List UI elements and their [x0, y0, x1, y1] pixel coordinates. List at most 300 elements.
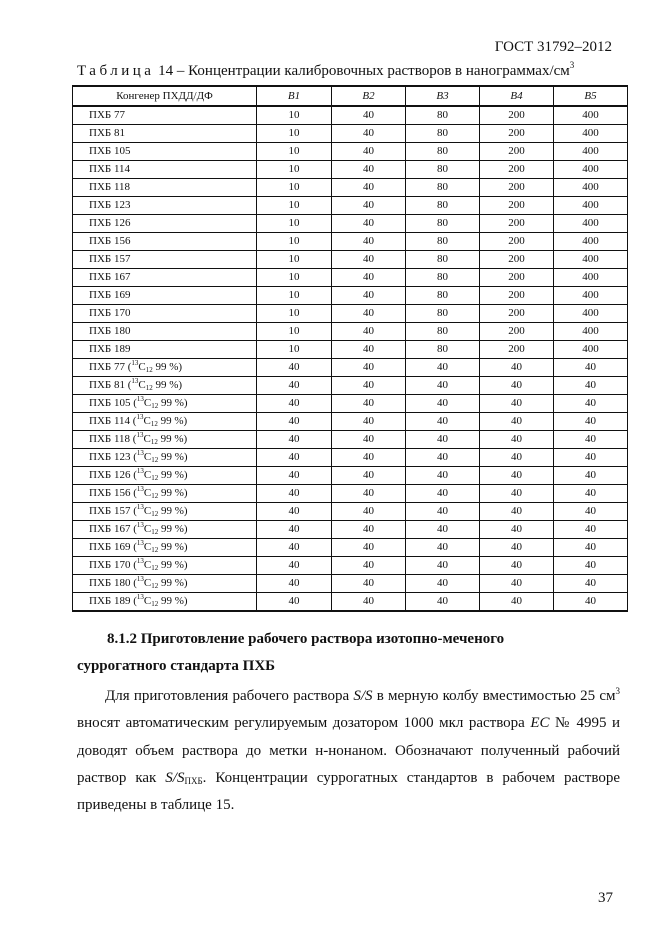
- table-caption: [77, 60, 574, 80]
- table-row: [73, 467, 628, 485]
- concentration-cell: 10: [257, 143, 332, 161]
- concentration-cell: 80: [406, 106, 480, 125]
- concentration-cell: 40: [332, 413, 406, 431]
- concentration-cell: 40: [332, 305, 406, 323]
- concentration-cell: 40: [332, 161, 406, 179]
- table-row: [73, 143, 628, 161]
- concentration-cell: 80: [406, 179, 480, 197]
- concentration-cell: 40: [554, 485, 628, 503]
- isotope-count: 12: [151, 474, 159, 482]
- concentration-cell: 80: [406, 215, 480, 233]
- concentration-cell: 40: [332, 251, 406, 269]
- isotope-purity: 99 %): [152, 379, 183, 391]
- concentration-cell: 40: [480, 521, 554, 539]
- table-row: [73, 125, 628, 143]
- congener-name: ПХБ 105: [89, 397, 131, 409]
- isotope-count: 12: [151, 582, 159, 590]
- concentration-cell: 40: [406, 413, 480, 431]
- isotope-element: C: [143, 541, 152, 553]
- concentration-cell: 80: [406, 125, 480, 143]
- concentration-cell: 40: [480, 539, 554, 557]
- concentration-cell: 40: [480, 575, 554, 593]
- concentration-cell: 400: [554, 233, 628, 251]
- isotope-mass: 13: [136, 503, 144, 511]
- concentration-cell: 40: [332, 323, 406, 341]
- congener-name-cell: [73, 106, 257, 125]
- concentration-cell: 10: [257, 287, 332, 305]
- paragraph-text: № 4995 и доводят объем раствора до метки н-нонаном. Обозначают полученный рабочий раствор как: [77, 715, 621, 786]
- section-heading-line-2: суррогатного стандарта ПХБ: [77, 658, 276, 674]
- concentration-cell: 40: [257, 593, 332, 612]
- concentration-cell: 40: [406, 395, 480, 413]
- isotope-mass: 13: [136, 467, 144, 475]
- column-header: B1: [257, 86, 332, 106]
- concentration-cell: 40: [332, 359, 406, 377]
- congener-name-cell: [73, 539, 257, 557]
- concentration-cell: 40: [332, 575, 406, 593]
- congener-name-cell: [73, 557, 257, 575]
- congener-name-cell: [73, 359, 257, 377]
- table-row: [73, 377, 628, 395]
- concentration-cell: 40: [406, 539, 480, 557]
- isotope-purity: 99 %): [158, 451, 188, 463]
- congener-name-cell: [73, 323, 257, 341]
- table-row: [73, 179, 628, 197]
- concentration-cell: 10: [257, 197, 332, 215]
- table-row: [73, 593, 628, 612]
- table-header-row: [73, 86, 628, 106]
- congener-name: ПХБ 126: [89, 217, 131, 229]
- isotope-purity: 99 %): [158, 559, 188, 571]
- concentration-cell: 200: [480, 233, 554, 251]
- concentration-cell: 40: [480, 377, 554, 395]
- congener-name-cell: [73, 503, 257, 521]
- isotope-purity: 99 %): [157, 433, 188, 445]
- section-paragraph: [77, 683, 620, 819]
- isotope-element: C: [143, 523, 152, 535]
- concentration-cell: 400: [554, 197, 628, 215]
- label-open: (: [130, 433, 137, 445]
- concentration-cell: 200: [480, 269, 554, 287]
- concentration-cell: 40: [480, 593, 554, 612]
- concentration-cell: 40: [554, 377, 628, 395]
- concentration-cell: 400: [554, 287, 628, 305]
- table-row: [73, 413, 628, 431]
- concentration-cell: 40: [406, 557, 480, 575]
- concentration-cell: 40: [332, 395, 406, 413]
- concentration-cell: 80: [406, 287, 480, 305]
- concentration-cell: 40: [332, 287, 406, 305]
- column-header: B3: [406, 86, 480, 106]
- isotope-count: 12: [145, 366, 153, 374]
- concentration-cell: 80: [406, 323, 480, 341]
- concentration-cell: 40: [257, 485, 332, 503]
- concentration-cell: 40: [332, 143, 406, 161]
- isotope-element: C: [143, 415, 151, 427]
- isotope-purity: 99 %): [158, 595, 188, 607]
- isotope-count: 12: [151, 564, 159, 572]
- concentration-cell: 10: [257, 269, 332, 287]
- concentration-cell: 40: [406, 521, 480, 539]
- concentration-cell: 40: [332, 377, 406, 395]
- table-row: [73, 539, 628, 557]
- solution-subscript: ПХБ: [184, 775, 203, 786]
- concentration-cell: 200: [480, 106, 554, 125]
- table-row: [73, 161, 628, 179]
- isotope-purity: 99 %): [158, 469, 188, 481]
- concentration-cell: 200: [480, 197, 554, 215]
- label-open: (: [130, 469, 137, 481]
- concentration-cell: 40: [406, 503, 480, 521]
- isotope-element: C: [143, 469, 152, 481]
- isotope-mass: 13: [136, 557, 144, 565]
- concentration-cell: 40: [480, 449, 554, 467]
- concentration-cell: 10: [257, 215, 332, 233]
- table-row: [73, 503, 628, 521]
- label-open: (: [124, 379, 132, 391]
- isotope-count: 12: [151, 528, 159, 536]
- label-open: (: [124, 361, 132, 373]
- concentration-cell: 400: [554, 305, 628, 323]
- congener-name-cell: [73, 233, 257, 251]
- congener-name: ПХБ 170: [89, 559, 131, 571]
- isotope-element: C: [143, 505, 152, 517]
- table-row: [73, 521, 628, 539]
- concentration-cell: 40: [406, 359, 480, 377]
- column-header: B5: [554, 86, 628, 106]
- concentration-cell: 40: [332, 557, 406, 575]
- concentration-cell: 40: [332, 269, 406, 287]
- section-heading: [77, 626, 622, 680]
- concentration-cell: 40: [257, 557, 332, 575]
- table-caption-unit-exponent: 3: [569, 60, 575, 70]
- concentration-cell: 40: [554, 503, 628, 521]
- isotope-count: 12: [150, 420, 158, 428]
- isotope-count: 12: [151, 510, 159, 518]
- isotope-count: 12: [151, 492, 159, 500]
- table-row: [73, 449, 628, 467]
- concentration-cell: 40: [406, 431, 480, 449]
- unit-exponent: 3: [615, 686, 620, 696]
- congener-name-cell: [73, 467, 257, 485]
- isotope-count: 12: [151, 600, 159, 608]
- table-row: [73, 197, 628, 215]
- congener-name: ПХБ 81: [89, 379, 125, 391]
- isotope-purity: 99 %): [158, 397, 188, 409]
- isotope-count: 12: [150, 438, 158, 446]
- label-open: (: [130, 487, 137, 499]
- concentration-cell: 40: [406, 593, 480, 612]
- concentration-cell: 40: [406, 467, 480, 485]
- label-open: (: [130, 577, 137, 589]
- concentration-cell: 40: [480, 503, 554, 521]
- concentration-cell: 40: [406, 449, 480, 467]
- concentration-cell: 40: [257, 449, 332, 467]
- congener-name-cell: [73, 179, 257, 197]
- concentration-cell: 40: [332, 485, 406, 503]
- table-row: [73, 575, 628, 593]
- solution-designation: S/S: [165, 769, 185, 786]
- label-open: (: [130, 523, 137, 535]
- label-open: (: [130, 397, 137, 409]
- isotope-purity: 99 %): [158, 577, 188, 589]
- isotope-element: C: [138, 361, 146, 373]
- label-open: (: [130, 541, 137, 553]
- paragraph-text: вносят автоматическим регулируемым дозатором 1000 мкл раствора: [77, 715, 531, 732]
- isotope-element: C: [143, 397, 152, 409]
- isotope-element: C: [138, 379, 146, 391]
- congener-name-cell: [73, 305, 257, 323]
- concentration-cell: 200: [480, 341, 554, 359]
- congener-name-cell: [73, 341, 257, 359]
- concentration-cell: 40: [554, 359, 628, 377]
- concentration-cell: 40: [554, 539, 628, 557]
- label-open: (: [130, 595, 137, 607]
- concentration-cell: 40: [332, 467, 406, 485]
- congener-name: ПХБ 169: [89, 289, 131, 301]
- column-header: B4: [480, 86, 554, 106]
- concentration-cell: 40: [332, 539, 406, 557]
- concentration-cell: 400: [554, 341, 628, 359]
- concentration-cell: 40: [257, 575, 332, 593]
- congener-name-cell: [73, 521, 257, 539]
- concentration-cell: 200: [480, 215, 554, 233]
- concentration-cell: 40: [332, 125, 406, 143]
- concentration-cell: 40: [406, 377, 480, 395]
- table-row: [73, 485, 628, 503]
- calibration-table: [72, 85, 628, 612]
- congener-name: ПХБ 81: [89, 127, 125, 139]
- concentration-cell: 10: [257, 341, 332, 359]
- concentration-cell: 40: [480, 395, 554, 413]
- label-open: (: [130, 559, 137, 571]
- page-number: 37: [598, 890, 613, 906]
- isotope-count: 12: [151, 402, 159, 410]
- congener-name-cell: [73, 485, 257, 503]
- column-header: B2: [332, 86, 406, 106]
- concentration-cell: 40: [554, 395, 628, 413]
- isotope-mass: 13: [136, 449, 144, 457]
- table-row: [73, 106, 628, 125]
- isotope-element: C: [143, 451, 152, 463]
- table-row: [73, 215, 628, 233]
- isotope-purity: 99 %): [158, 487, 188, 499]
- congener-name: ПХБ 77: [89, 361, 125, 373]
- isotope-count: 12: [151, 456, 159, 464]
- concentration-cell: 200: [480, 323, 554, 341]
- congener-name: ПХБ 157: [89, 253, 131, 265]
- isotope-count: 12: [145, 384, 153, 392]
- concentration-cell: 40: [257, 521, 332, 539]
- congener-name-cell: [73, 287, 257, 305]
- congener-name: ПХБ 123: [89, 199, 131, 211]
- isotope-count: 12: [151, 546, 159, 554]
- concentration-cell: 200: [480, 287, 554, 305]
- congener-name: ПХБ 180: [89, 577, 131, 589]
- concentration-cell: 40: [480, 467, 554, 485]
- concentration-cell: 40: [332, 179, 406, 197]
- concentration-cell: 40: [332, 593, 406, 612]
- concentration-cell: 40: [480, 359, 554, 377]
- concentration-cell: 400: [554, 215, 628, 233]
- isotope-mass: 13: [131, 359, 139, 367]
- congener-column-header: Конгенер ПХДД/ДФ: [73, 86, 257, 106]
- congener-name-cell: [73, 395, 257, 413]
- congener-name: ПХБ 118: [89, 433, 131, 445]
- concentration-cell: 10: [257, 179, 332, 197]
- concentration-cell: 80: [406, 269, 480, 287]
- congener-name: ПХБ 156: [89, 235, 131, 247]
- concentration-cell: 80: [406, 197, 480, 215]
- congener-name: ПХБ 77: [89, 109, 125, 121]
- concentration-cell: 400: [554, 251, 628, 269]
- congener-name: ПХБ 118: [89, 181, 131, 193]
- concentration-cell: 80: [406, 305, 480, 323]
- isotope-mass: 13: [136, 395, 144, 403]
- table-row: [73, 251, 628, 269]
- isotope-mass: 13: [136, 413, 144, 421]
- congener-name: ПХБ 126: [89, 469, 131, 481]
- concentration-cell: 80: [406, 233, 480, 251]
- table-row: [73, 269, 628, 287]
- isotope-purity: 99 %): [158, 523, 188, 535]
- congener-name: ПХБ 114: [89, 163, 131, 175]
- table-row: [73, 323, 628, 341]
- isotope-element: C: [143, 433, 151, 445]
- congener-name: ПХБ 169: [89, 541, 131, 553]
- concentration-cell: 40: [332, 197, 406, 215]
- standard-number: ГОСТ 31792–2012: [494, 39, 612, 55]
- congener-name-cell: [73, 251, 257, 269]
- concentration-cell: 10: [257, 305, 332, 323]
- paragraph-text: в мерную колбу вместимостью 25 см: [372, 688, 616, 704]
- isotope-element: C: [143, 559, 152, 571]
- concentration-cell: 200: [480, 125, 554, 143]
- table-caption-text: 14 – Концентрации калибровочных растворов в нанограммах/см: [154, 63, 570, 79]
- congener-name: ПХБ 167: [89, 523, 131, 535]
- table-row: [73, 359, 628, 377]
- concentration-cell: 10: [257, 323, 332, 341]
- paragraph-text: . Концентрации суррогатных стандартов в рабочем растворе приведены в таблице 15.: [77, 769, 620, 814]
- concentration-cell: 40: [332, 449, 406, 467]
- isotope-element: C: [143, 595, 152, 607]
- concentration-cell: 40: [480, 431, 554, 449]
- congener-name: ПХБ 123: [89, 451, 131, 463]
- section-heading-line-1: 8.1.2 Приготовление рабочего раствора изотопно-меченого: [107, 631, 505, 647]
- table-row: [73, 395, 628, 413]
- concentration-cell: 200: [480, 179, 554, 197]
- table-caption-word: Таблица: [77, 63, 155, 79]
- congener-name: ПХБ 105: [89, 145, 131, 157]
- isotope-purity: 99 %): [157, 415, 188, 427]
- congener-name: ПХБ 167: [89, 271, 131, 283]
- congener-name-cell: [73, 161, 257, 179]
- isotope-mass: 13: [136, 485, 144, 493]
- concentration-cell: 80: [406, 161, 480, 179]
- label-open: (: [130, 451, 137, 463]
- concentration-cell: 40: [406, 485, 480, 503]
- concentration-cell: 40: [554, 521, 628, 539]
- concentration-cell: 10: [257, 125, 332, 143]
- concentration-cell: 40: [332, 431, 406, 449]
- table-row: [73, 233, 628, 251]
- table-row: [73, 305, 628, 323]
- isotope-purity: 99 %): [158, 505, 188, 517]
- congener-name-cell: [73, 575, 257, 593]
- isotope-purity: 99 %): [152, 361, 183, 373]
- concentration-cell: 10: [257, 233, 332, 251]
- concentration-cell: 40: [332, 233, 406, 251]
- table-row: [73, 431, 628, 449]
- table-row: [73, 341, 628, 359]
- concentration-cell: 80: [406, 143, 480, 161]
- table-row: [73, 557, 628, 575]
- concentration-cell: 400: [554, 269, 628, 287]
- concentration-cell: 40: [332, 215, 406, 233]
- concentration-cell: 400: [554, 125, 628, 143]
- isotope-mass: 13: [136, 539, 144, 547]
- isotope-element: C: [143, 487, 152, 499]
- congener-name-cell: [73, 413, 257, 431]
- concentration-cell: 400: [554, 143, 628, 161]
- congener-name-cell: [73, 215, 257, 233]
- concentration-cell: 40: [257, 377, 332, 395]
- congener-name: ПХБ 189: [89, 595, 131, 607]
- label-open: (: [130, 505, 137, 517]
- concentration-cell: 200: [480, 143, 554, 161]
- congener-name: ПХБ 189: [89, 343, 131, 355]
- concentration-cell: 40: [257, 503, 332, 521]
- congener-name-cell: [73, 143, 257, 161]
- concentration-cell: 400: [554, 106, 628, 125]
- concentration-cell: 40: [257, 395, 332, 413]
- concentration-cell: 10: [257, 161, 332, 179]
- solution-code: ЕС: [530, 715, 550, 732]
- concentration-cell: 40: [480, 557, 554, 575]
- isotope-purity: 99 %): [158, 541, 188, 553]
- concentration-cell: 40: [554, 467, 628, 485]
- concentration-cell: 40: [257, 467, 332, 485]
- congener-name-cell: [73, 377, 257, 395]
- concentration-cell: 200: [480, 305, 554, 323]
- concentration-cell: 40: [332, 521, 406, 539]
- concentration-cell: 400: [554, 179, 628, 197]
- concentration-cell: 80: [406, 341, 480, 359]
- isotope-element: C: [143, 577, 152, 589]
- concentration-cell: 40: [480, 485, 554, 503]
- congener-name-cell: [73, 593, 257, 612]
- concentration-cell: 40: [257, 539, 332, 557]
- congener-name-cell: [73, 125, 257, 143]
- concentration-cell: 40: [554, 557, 628, 575]
- isotope-mass: 13: [136, 593, 144, 601]
- concentration-cell: 40: [332, 341, 406, 359]
- congener-name: ПХБ 157: [89, 505, 131, 517]
- isotope-mass: 13: [136, 521, 144, 529]
- concentration-cell: 200: [480, 251, 554, 269]
- concentration-cell: 40: [406, 575, 480, 593]
- congener-name-cell: [73, 431, 257, 449]
- concentration-cell: 200: [480, 161, 554, 179]
- concentration-cell: 40: [554, 575, 628, 593]
- concentration-cell: 400: [554, 161, 628, 179]
- concentration-cell: 10: [257, 251, 332, 269]
- concentration-cell: 80: [406, 251, 480, 269]
- paragraph-text: Для приготовления рабочего раствора: [105, 688, 354, 704]
- concentration-cell: 40: [257, 431, 332, 449]
- congener-name-cell: [73, 269, 257, 287]
- isotope-mass: 13: [136, 575, 144, 583]
